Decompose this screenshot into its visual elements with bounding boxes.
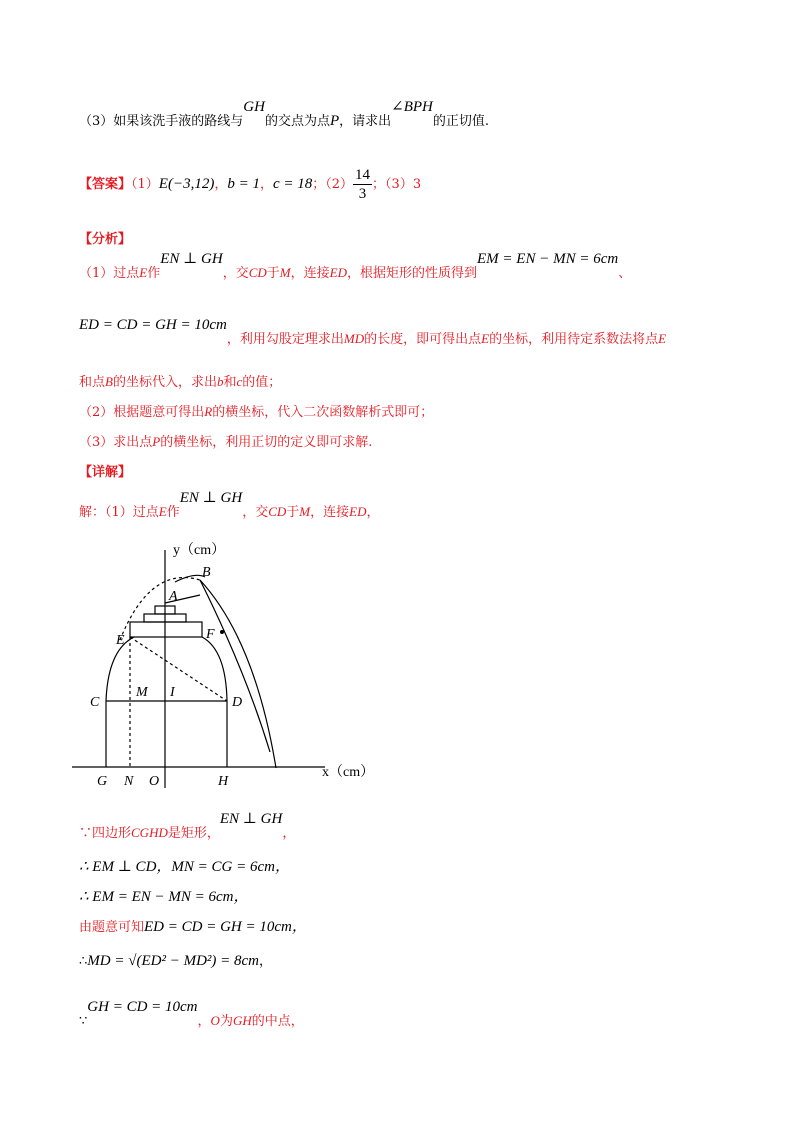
detail-line-1 [79, 490, 380, 521]
geometry-figure [70, 540, 390, 790]
label-e: E [116, 633, 125, 648]
text: 由题意可知 [79, 920, 145, 935]
text: 是矩形， [167, 826, 220, 841]
solution-line-6 [79, 999, 304, 1030]
label-o: O [149, 774, 160, 789]
text: 的坐标，利用待定系数法将点 [489, 332, 659, 347]
text: ，根据矩形的性质得到 [347, 266, 478, 281]
point-f [220, 630, 224, 634]
math-ed: ED = CD = GH = 10cm [79, 317, 227, 333]
text: ，利用勾股定理求出 [226, 332, 344, 347]
text: M [279, 265, 291, 280]
label-g: G [97, 774, 108, 789]
math-en-perp-gh: EN ⊥ GH [160, 251, 223, 267]
math-gh-cd: GH = CD = 10cm [87, 999, 198, 1015]
text: ，交 [242, 505, 269, 520]
text: 和点 [79, 375, 106, 390]
answer-p1: （1） [131, 177, 159, 192]
text: ∵四边形 [79, 826, 132, 841]
text: R [204, 404, 213, 419]
analysis-line-2 [79, 317, 667, 348]
label-d: D [232, 695, 243, 710]
fraction-denominator: 3 [358, 186, 367, 202]
analysis-line-4 [79, 401, 433, 420]
text: 的长度，即可得出点 [364, 332, 482, 347]
text: P [152, 434, 161, 449]
answer-sep: ， [214, 177, 228, 192]
collar-rect [130, 622, 202, 637]
text: ， [366, 505, 380, 520]
answer-sep: ， [259, 177, 273, 192]
analysis-tag: 【分析】 [79, 232, 132, 247]
text: ，连接 [310, 505, 350, 520]
detail-tag: 【详解】 [79, 465, 132, 480]
answer-sep: ；（2） [312, 177, 354, 192]
analysis-line-1 [79, 251, 632, 282]
text: b [216, 374, 224, 389]
trajectory-2 [200, 580, 270, 752]
solution-line-5 [79, 950, 272, 970]
solution-line-1 [79, 811, 296, 842]
text: 作 [147, 266, 161, 281]
label-b: B [202, 565, 211, 580]
text: 的值； [242, 375, 282, 390]
text: 的横坐标，代入二次函数解析式即可； [212, 405, 434, 420]
text: 的坐标代入，求出 [112, 375, 217, 390]
text: ED [329, 265, 347, 280]
analysis-line-5 [79, 431, 372, 450]
label-a: A [169, 589, 178, 604]
answer-fraction [353, 166, 372, 203]
label-c: C [90, 695, 100, 710]
text: E [139, 265, 148, 280]
text: ∵ [79, 1014, 88, 1029]
text: E [658, 331, 667, 346]
text: ， [282, 826, 296, 841]
text: ， [197, 1014, 211, 1029]
text: c [236, 374, 243, 389]
text: E [481, 331, 490, 346]
text: 解：（1）过点 [79, 505, 159, 520]
text: M [299, 504, 311, 519]
answer-e: E(−3,12) [158, 176, 215, 192]
text: O [210, 1013, 220, 1028]
text: GH [232, 1013, 252, 1028]
label-h: H [218, 774, 229, 789]
text: ，连接 [290, 266, 330, 281]
trajectory-1 [200, 580, 276, 768]
label-n: N [124, 774, 134, 789]
text: 于 [286, 505, 300, 520]
text: （2）根据题意可得出 [79, 405, 205, 420]
answer-tail: ；（3）3 [372, 177, 422, 192]
text: E [158, 504, 167, 519]
q3-suffix: 的正切值. [432, 114, 490, 129]
text: 和 [223, 375, 237, 390]
math-ed: ED = CD = GH = 10cm， [144, 919, 307, 935]
label-i: I [170, 685, 175, 700]
answer-line [79, 166, 421, 203]
q3-prefix: （3）如果该洗手液的路线与 [79, 114, 244, 129]
solution-line-3: ∴ EM = EN − MN = 6cm， [79, 889, 249, 905]
solution-line-4 [79, 915, 307, 936]
text: （1）过点 [79, 266, 140, 281]
math-md: MD = √(ED² − MD²) = 8cm [87, 953, 260, 969]
text: MD [343, 331, 365, 346]
label-f: F [206, 627, 215, 642]
fraction-numerator: 14 [355, 167, 371, 183]
answer-c: c = 18 [272, 176, 313, 192]
text: 、 [618, 266, 632, 281]
text: CD [248, 265, 267, 280]
text: ∴ [79, 954, 88, 969]
text: 作 [166, 505, 180, 520]
arc-fd [202, 637, 227, 701]
q3-mid: 的交点为点 [264, 114, 330, 129]
x-axis-label: x（cm） [322, 765, 375, 780]
answer-b: b = 1 [227, 176, 260, 192]
text: ， [259, 954, 273, 969]
text: ED [349, 504, 367, 519]
answer-tag: 【答案】 [79, 177, 132, 192]
text: 的横坐标，利用正切的定义即可求解. [160, 435, 373, 450]
text: （3）求出点 [79, 435, 153, 450]
text: 于 [266, 266, 280, 281]
text: 为 [219, 1014, 233, 1029]
q3-angle: ∠BPH [391, 99, 433, 115]
y-axis-label: y（cm） [173, 543, 226, 558]
math-en-perp-gh: EN ⊥ GH [219, 811, 283, 827]
math-em: EM = EN − MN = 6cm [477, 251, 619, 267]
text: CD [268, 504, 287, 519]
question-3 [79, 99, 490, 130]
text: ，交 [222, 266, 249, 281]
solution-line-2: ∴ EM ⊥ CD，MN = CG = 6cm， [79, 859, 290, 875]
parabola-dashed [120, 578, 200, 641]
q3-gh: GH [243, 99, 265, 115]
text: 的中点， [251, 1014, 304, 1029]
math-en-perp-gh: EN ⊥ GH [179, 490, 243, 506]
text: CGHD [131, 825, 168, 840]
analysis-line-3 [79, 371, 281, 390]
q3-mid2: ，请求出 [339, 114, 392, 129]
q3-p: P [329, 113, 340, 129]
text: B [105, 374, 113, 389]
label-m: M [136, 685, 148, 700]
